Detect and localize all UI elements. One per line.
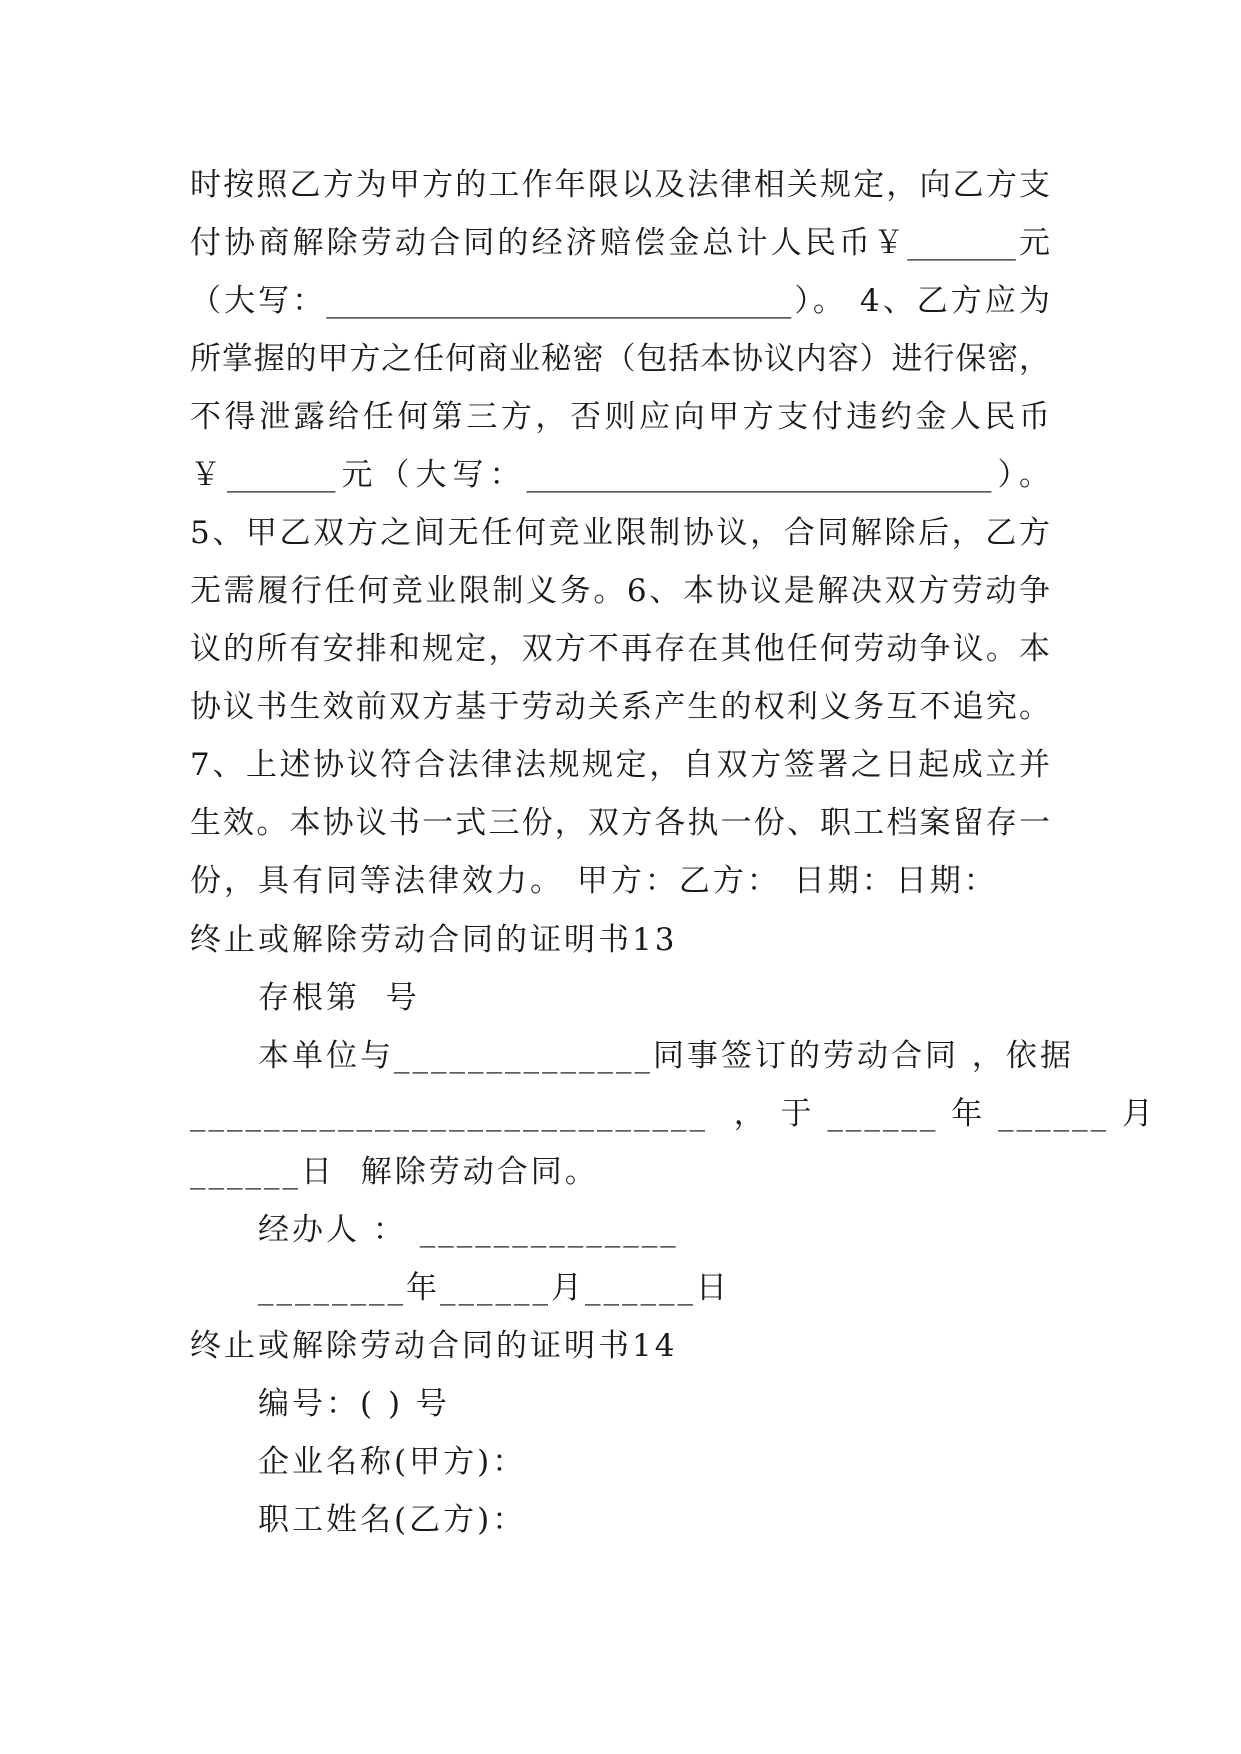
employee-name-field: 职工姓名(乙方)： bbox=[258, 1502, 527, 1538]
stub-number: 存根第 号 bbox=[258, 980, 420, 1016]
paragraph-line: 不得泄露给任何第三方，否则应向甲方支付违约金人民币 bbox=[190, 399, 1050, 435]
paragraph-line: 生效。本协议书一式三份，双方各执一份、职工档案留存一 bbox=[190, 805, 1050, 841]
paragraph-line: 协议书生效前双方基于劳动关系产生的权利义务互不追究。 bbox=[190, 689, 1050, 725]
section-heading: 终止或解除劳动合同的证明书13 bbox=[190, 922, 678, 958]
paragraph-line: 付协商解除劳动合同的经济赔偿金总计人民币￥_______元 bbox=[190, 225, 1050, 261]
company-name-field: 企业名称(甲方)： bbox=[258, 1444, 527, 1480]
certificate-body: ______日 解除劳动合同。 bbox=[190, 1154, 599, 1190]
paragraph-line: 所掌握的甲方之任何商业秘密（包括本协议内容）进行保密， bbox=[190, 341, 1050, 377]
handler-line: 经办人 ： ______________ bbox=[258, 1212, 679, 1248]
date-line: ________年______月______日 bbox=[258, 1270, 730, 1306]
certificate-body: ____________________________ ， 于 ______ 年 ______ 月 bbox=[190, 1096, 1156, 1132]
paragraph-line: 时按照乙方为甲方的工作年限以及法律相关规定，向乙方支 bbox=[190, 167, 1050, 203]
paragraph-line: 7、上述协议符合法律法规规定，自双方签署之日起成立并 bbox=[190, 747, 1050, 783]
paragraph-line: 5、甲乙双方之间无任何竞业限制协议，合同解除后，乙方 bbox=[190, 515, 1050, 551]
certificate-body: 本单位与______________同事签订的劳动合同 ，依据 bbox=[258, 1038, 1074, 1074]
paragraph-line: 无需履行任何竞业限制义务。6、本协议是解决双方劳动争 bbox=[190, 573, 1050, 609]
signature-line: 份，具有同等法律效力。 甲方：乙方： 日期：日期： bbox=[190, 863, 998, 899]
paragraph-line: （大写：______________________________）。 4、乙方应为 bbox=[190, 283, 1050, 319]
section-heading: 终止或解除劳动合同的证明书14 bbox=[190, 1328, 678, 1364]
paragraph-line: ￥_______元（大写：______________________________）。 bbox=[190, 457, 1050, 493]
certificate-number: 编号：( ) 号 bbox=[258, 1386, 450, 1422]
paragraph-line: 议的所有安排和规定，双方不再存在其他任何劳动争议。本 bbox=[190, 631, 1050, 667]
